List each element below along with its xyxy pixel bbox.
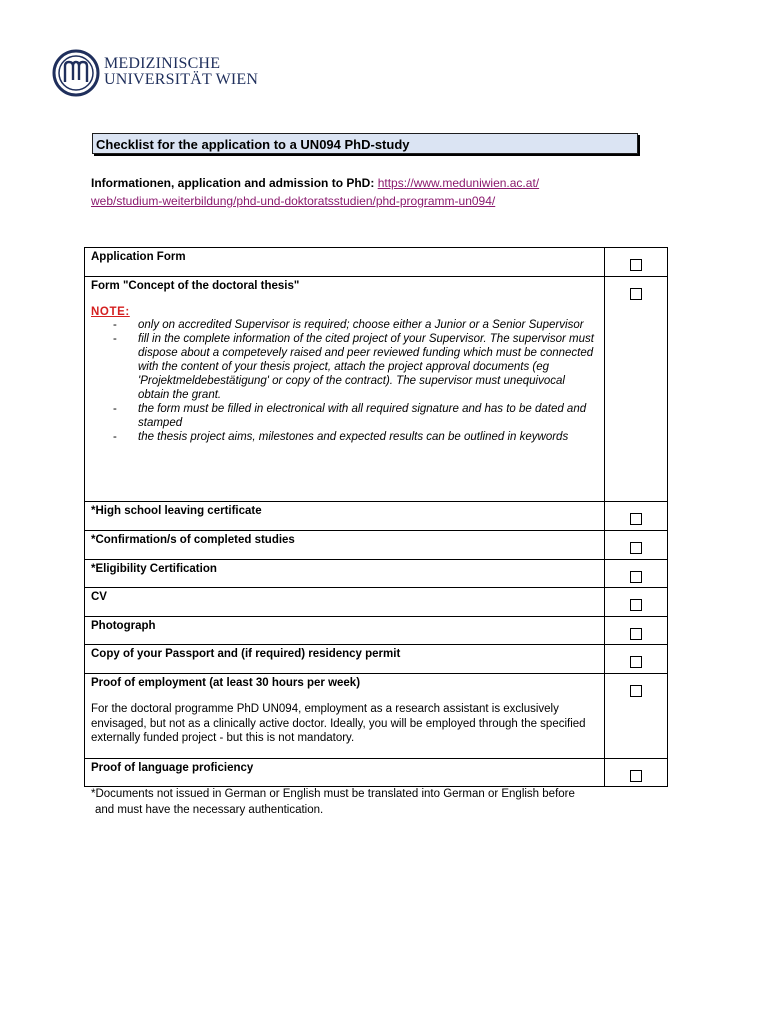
page-title: Checklist for the application to a UN094 PhD-study: [92, 133, 638, 154]
row-label: [85, 277, 605, 502]
row-label: [85, 588, 605, 617]
checkbox[interactable]: [630, 542, 642, 554]
row-label: [85, 531, 605, 560]
info-link-line-1: https://www.meduniwien.ac.at/: [377, 176, 540, 190]
table-row: [85, 531, 668, 560]
checkbox-cell: [605, 617, 668, 645]
row-label: [85, 645, 605, 674]
checkbox[interactable]: [630, 628, 642, 640]
checkbox[interactable]: [630, 770, 642, 782]
logo-text: [104, 56, 258, 88]
meduni-logo-icon: [52, 49, 100, 97]
checkbox-cell: [605, 588, 668, 617]
checkbox-cell: [605, 560, 668, 588]
checkbox[interactable]: [630, 685, 642, 697]
row-label: [85, 248, 605, 277]
checkbox[interactable]: [630, 288, 642, 300]
checkbox[interactable]: [630, 513, 642, 525]
checkbox-cell: [605, 645, 668, 674]
row-title: Application Form: [91, 251, 186, 263]
note-list: [91, 318, 598, 444]
table-row: [85, 674, 668, 759]
row-title: *High school leaving certificate: [91, 505, 262, 517]
note-label: NOTE:: [91, 306, 130, 318]
table-row: [85, 502, 668, 531]
row-title: Copy of your Passport and (if required) residency permit: [91, 648, 401, 660]
row-title: Proof of language proficiency: [91, 762, 254, 774]
checkbox-cell: [605, 277, 668, 502]
table-row: [85, 617, 668, 645]
info-link-line-2: web/studium-weiterbildung/phd-und-doktoratsstudien/phd-programm-un094/: [91, 194, 496, 208]
info-label: Informationen, application and admission to PhD:: [91, 176, 375, 190]
table-row: [85, 588, 668, 617]
checkbox-cell: [605, 759, 668, 787]
row-label: [85, 502, 605, 531]
row-label: [85, 674, 605, 759]
row-label: [85, 759, 605, 787]
checkbox[interactable]: [630, 571, 642, 583]
row-title: Form "Concept of the doctoral thesis": [91, 280, 300, 292]
table-row: [85, 248, 668, 277]
university-logo: [52, 49, 262, 97]
footnote-line-2: and must have the necessary authentication.: [95, 804, 324, 816]
list-item: - fill in the complete information of the cited project of your Supervisor. The supervisor must dispose about a competevely raised and peer reviewed funding which must be connected with the content of your thesis project, attach the project approval documents (eg 'Projektmeldebestätigung' or copy of the contract). The supervisor must unequivocal obtain the grant.: [91, 332, 598, 402]
info-section: [91, 174, 651, 210]
table-row: [85, 277, 668, 502]
row-label: [85, 617, 605, 645]
checkbox[interactable]: [630, 259, 642, 271]
row-title: Proof of employment (at least 30 hours per week): [91, 677, 361, 689]
table-row: [85, 645, 668, 674]
row-title: Photograph: [91, 620, 156, 632]
employment-text: For the doctoral programme PhD UN094, employment as a research assistant is exclusively envisaged, but not as a clinically active doctor. Ideally, you will be employed through the specified externally funded project - but this is not mandatory.: [91, 703, 586, 744]
footnote: [91, 786, 651, 818]
footnote-line-1: *Documents not issued in German or English must be translated into German or English before: [91, 788, 575, 800]
checkbox-cell: [605, 674, 668, 759]
row-title: *Confirmation/s of completed studies: [91, 534, 295, 546]
checklist-table: [84, 247, 668, 787]
logo-line-2: UNIVERSITÄT WIEN: [104, 71, 259, 88]
table-row: [85, 560, 668, 588]
checkbox[interactable]: [630, 656, 642, 668]
checkbox[interactable]: [630, 599, 642, 611]
checkbox-cell: [605, 502, 668, 531]
row-title: CV: [91, 591, 107, 603]
row-label: [85, 560, 605, 588]
logo-line-1: MEDIZINISCHE: [104, 55, 221, 72]
row-title: *Eligibility Certification: [91, 563, 217, 575]
list-item: - only on accredited Supervisor is required; choose either a Junior or a Senior Supervisor: [91, 318, 598, 332]
checkbox-cell: [605, 531, 668, 560]
table-row: [85, 759, 668, 787]
list-item: - the thesis project aims, milestones and expected results can be outlined in keywords: [91, 430, 598, 444]
list-item: - the form must be filled in electronical with all required signature and has to be dated and stamped: [91, 402, 598, 430]
checkbox-cell: [605, 248, 668, 277]
